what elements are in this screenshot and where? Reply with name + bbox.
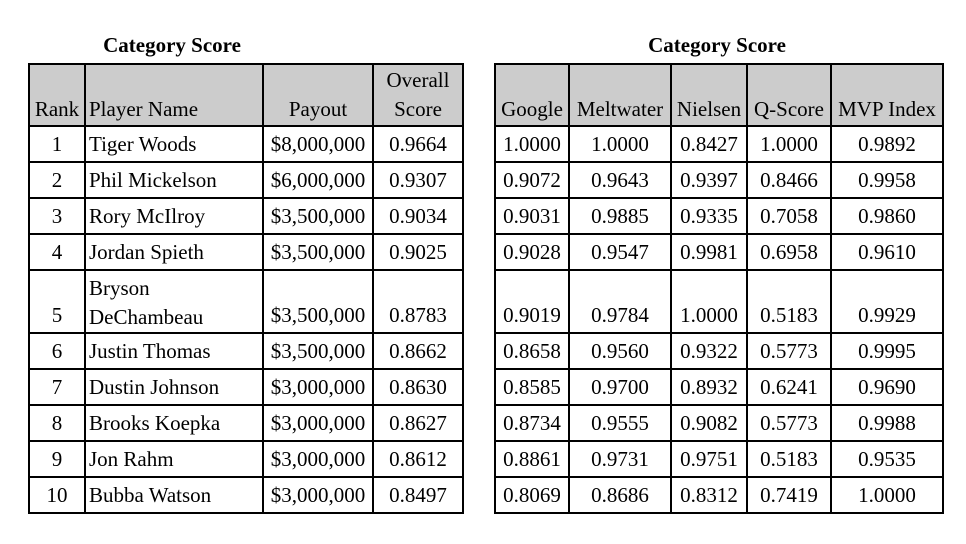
table-row [29,369,463,405]
q-score-cell: 0.5773 [747,333,831,369]
overall-score-cell: 0.8612 [373,441,463,477]
payout-cell: $6,000,000 [263,162,373,198]
player-name-cell: Rory McIlroy [85,198,263,234]
table-row [29,162,463,198]
right-table-caption: Category Score [648,33,786,57]
category-score-table [494,63,944,514]
rank-cell: 8 [29,405,85,441]
payout-cell: $3,500,000 [263,198,373,234]
mvp-index-cell: 0.9958 [831,162,943,198]
rank-cell: 6 [29,333,85,369]
nielsen-cell: 0.8427 [671,126,747,162]
table-row [29,198,463,234]
overall-score-cell: 0.9307 [373,162,463,198]
overall-score-cell: 0.8627 [373,405,463,441]
meltwater-cell: 0.9560 [569,333,671,369]
table-row [29,441,463,477]
mvp-index-cell: 0.9690 [831,369,943,405]
table-row [495,477,943,513]
google-cell: 0.8585 [495,369,569,405]
overall-score-cell: 0.9034 [373,198,463,234]
table-row [29,333,463,369]
player-name-cell: Bryson DeChambeau [85,270,263,333]
mvp-index-cell: 0.9988 [831,405,943,441]
header-row [29,64,463,126]
payout-cell: $3,000,000 [263,477,373,513]
google-cell: 0.8069 [495,477,569,513]
player-name-cell: Tiger Woods [85,126,263,162]
nielsen-cell: 0.8312 [671,477,747,513]
meltwater-cell: 0.9643 [569,162,671,198]
q-score-cell: 0.6958 [747,234,831,270]
nielsen-cell: 0.9082 [671,405,747,441]
table-row [495,126,943,162]
mvp-index-cell: 0.9995 [831,333,943,369]
mvp-index-cell: 0.9610 [831,234,943,270]
google-cell: 0.8861 [495,441,569,477]
q-score-cell: 0.5183 [747,441,831,477]
google-cell: 0.9028 [495,234,569,270]
google-cell: 1.0000 [495,126,569,162]
header-q-score: Q-Score [747,64,831,126]
mvp-index-cell: 0.9535 [831,441,943,477]
rank-cell: 5 [29,270,85,333]
mvp-index-cell: 1.0000 [831,477,943,513]
table-row [495,369,943,405]
header-mvp-index: MVP Index [831,64,943,126]
left-table-caption: Category Score [103,33,241,57]
q-score-cell: 0.7419 [747,477,831,513]
nielsen-cell: 1.0000 [671,270,747,333]
q-score-cell: 0.8466 [747,162,831,198]
q-score-cell: 0.7058 [747,198,831,234]
table-row [29,270,463,333]
player-payout-table [28,63,464,514]
payout-cell: $3,000,000 [263,405,373,441]
q-score-cell: 1.0000 [747,126,831,162]
table-row [29,477,463,513]
player-name-cell: Justin Thomas [85,333,263,369]
table-row [495,333,943,369]
nielsen-cell: 0.9397 [671,162,747,198]
table-row [495,234,943,270]
payout-cell: $8,000,000 [263,126,373,162]
q-score-cell: 0.6241 [747,369,831,405]
rank-cell: 3 [29,198,85,234]
player-name-cell: Bubba Watson [85,477,263,513]
header-nielsen: Nielsen [671,64,747,126]
table-row [29,126,463,162]
header-rank: Rank [29,64,85,126]
table-row [495,441,943,477]
nielsen-cell: 0.9751 [671,441,747,477]
meltwater-cell: 0.9731 [569,441,671,477]
table-row [495,162,943,198]
header-row [495,64,943,126]
header-player-name: Player Name [85,64,263,126]
google-cell: 0.9031 [495,198,569,234]
meltwater-cell: 0.9700 [569,369,671,405]
meltwater-cell: 0.9547 [569,234,671,270]
rank-cell: 2 [29,162,85,198]
rank-cell: 7 [29,369,85,405]
meltwater-cell: 0.9555 [569,405,671,441]
payout-cell: $3,500,000 [263,333,373,369]
table-row [29,234,463,270]
payout-cell: $3,500,000 [263,234,373,270]
payout-cell: $3,000,000 [263,441,373,477]
overall-score-cell: 0.8497 [373,477,463,513]
overall-score-cell: 0.8783 [373,270,463,333]
rank-cell: 4 [29,234,85,270]
overall-score-cell: 0.9025 [373,234,463,270]
table-row [495,405,943,441]
player-name-cell: Jon Rahm [85,441,263,477]
payout-cell: $3,000,000 [263,369,373,405]
rank-cell: 10 [29,477,85,513]
rank-cell: 9 [29,441,85,477]
nielsen-cell: 0.9981 [671,234,747,270]
q-score-cell: 0.5183 [747,270,831,333]
overall-score-cell: 0.8662 [373,333,463,369]
overall-score-cell: 0.8630 [373,369,463,405]
header-payout: Payout [263,64,373,126]
meltwater-cell: 0.9784 [569,270,671,333]
table-row [495,198,943,234]
meltwater-cell: 0.9885 [569,198,671,234]
player-name-cell: Phil Mickelson [85,162,263,198]
google-cell: 0.8734 [495,405,569,441]
payout-cell: $3,500,000 [263,270,373,333]
google-cell: 0.9072 [495,162,569,198]
google-cell: 0.8658 [495,333,569,369]
nielsen-cell: 0.8932 [671,369,747,405]
player-name-cell: Jordan Spieth [85,234,263,270]
meltwater-cell: 1.0000 [569,126,671,162]
overall-score-cell: 0.9664 [373,126,463,162]
nielsen-cell: 0.9335 [671,198,747,234]
header-google: Google [495,64,569,126]
header-meltwater: Meltwater [569,64,671,126]
nielsen-cell: 0.9322 [671,333,747,369]
rank-cell: 1 [29,126,85,162]
player-name-cell: Brooks Koepka [85,405,263,441]
meltwater-cell: 0.8686 [569,477,671,513]
mvp-index-cell: 0.9860 [831,198,943,234]
google-cell: 0.9019 [495,270,569,333]
table-row [29,405,463,441]
header-overall-score: Overall Score [373,64,463,126]
q-score-cell: 0.5773 [747,405,831,441]
mvp-index-cell: 0.9892 [831,126,943,162]
table-row [495,270,943,333]
player-name-cell: Dustin Johnson [85,369,263,405]
mvp-index-cell: 0.9929 [831,270,943,333]
